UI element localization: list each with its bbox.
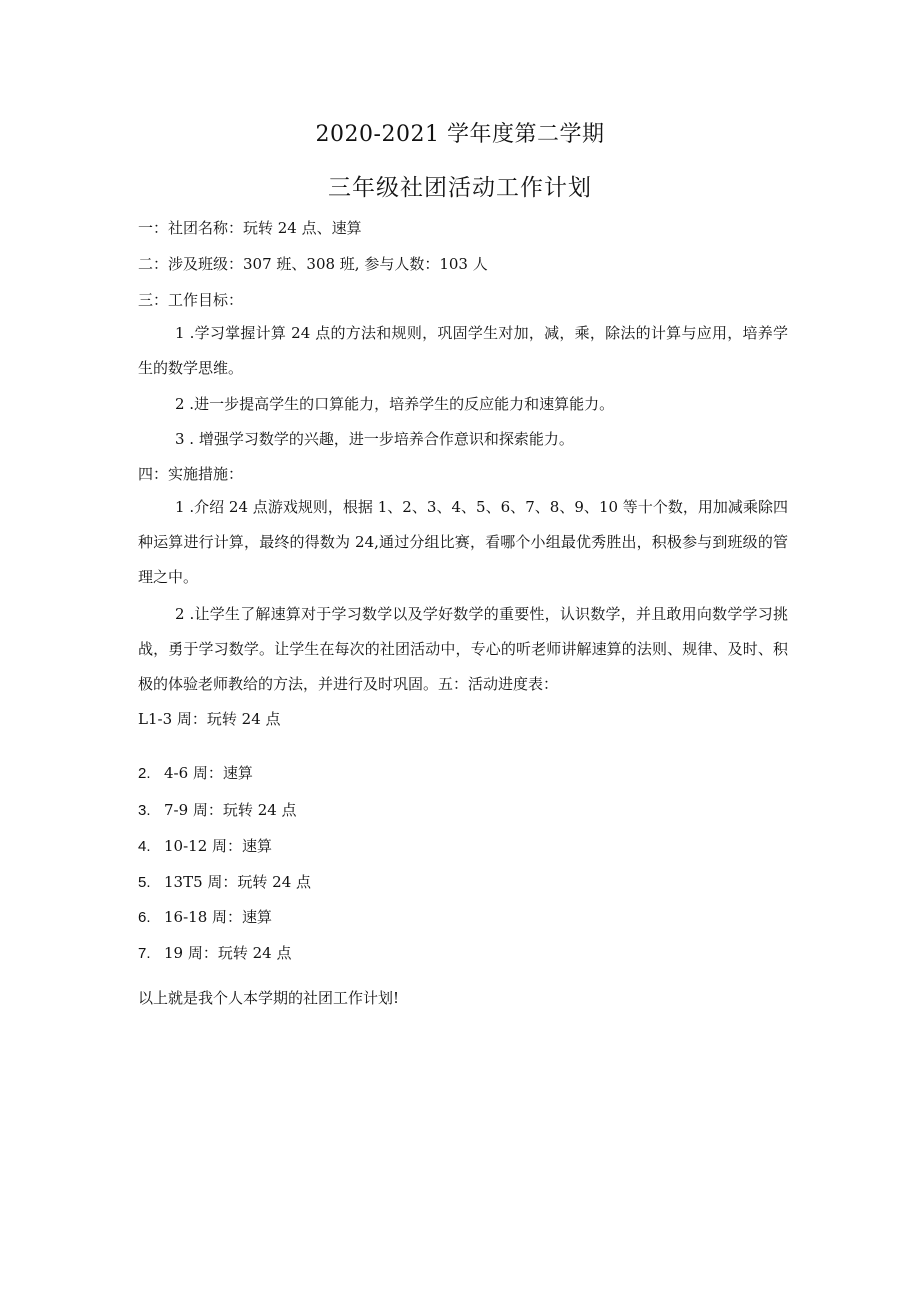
schedule-item-2 (138, 762, 253, 783)
schedule-text: 4-6 周：速算 (164, 764, 253, 782)
schedule-item-5 (138, 871, 311, 892)
schedule-text: 16-18 周：速算 (164, 908, 273, 926)
schedule-text: 10-12 周：速算 (164, 837, 273, 855)
measure-item-1: 1 .介绍 24 点游戏规则，根据 1、2、3、4、5、6、7、8、9、10 等十个数，用加减乘除四种运算进行计算，最终的得数为 24,通过分组比赛，看哪个小组最优秀胜出，积极参与到班级的管理之中。 (138, 498, 788, 586)
schedule-number: 3. (138, 802, 151, 819)
schedule-number: 6. (138, 909, 151, 926)
measure-item-2: 2 .让学生了解速算对于学习数学以及学好数学的重要性，认识数学，并且敢用向数学学习挑战，勇于学习数学。让学生在每次的社团活动中，专心的听老师讲解速算的法则、规律、及时、积极的体验老师教给的方法，并进行及时巩固。五：活动进度表： (138, 605, 788, 693)
schedule-number: 4. (138, 838, 151, 855)
goal-item-1: 1 .学习掌握计算 24 点的方法和规则，巩固学生对加，减，乘，除法的计算与应用，培养学生的数学思维。 (138, 324, 788, 377)
schedule-number: 5. (138, 874, 151, 891)
document-title-year: 2020-2021 学年度第二学期 (315, 122, 605, 147)
schedule-item-3 (138, 799, 297, 820)
schedule-text: 13T5 周：玩转 24 点 (164, 873, 312, 891)
schedule-text: 7-9 周：玩转 24 点 (164, 801, 297, 819)
goal-item-3: 3 . 增强学习数学的兴趣，进一步培养合作意识和探索能力。 (175, 430, 574, 448)
closing-line: 以上就是我个人本学期的社团工作计划! (138, 989, 400, 1007)
schedule-item-7 (138, 942, 291, 963)
goal-item-2: 2 .进一步提高学生的口算能力，培养学生的反应能力和速算能力。 (175, 395, 615, 413)
classes-line: 二：涉及班级：307 班、308 班, 参与人数：103 人 (138, 255, 488, 273)
schedule-number: 2. (138, 765, 151, 782)
measures-heading: 四：实施措施： (138, 465, 244, 483)
schedule-number: 7. (138, 945, 151, 962)
schedule-item-1: L1-3 周：玩转 24 点 (138, 710, 281, 728)
goals-heading: 三：工作目标： (138, 291, 244, 309)
document-title-plan: 三年级社团活动工作计划 (328, 175, 592, 201)
schedule-item-6 (138, 906, 272, 927)
club-name-line: 一：社团名称：玩转 24 点、速算 (138, 219, 362, 237)
schedule-item-4 (138, 835, 272, 856)
schedule-text: 19 周：玩转 24 点 (164, 944, 292, 962)
